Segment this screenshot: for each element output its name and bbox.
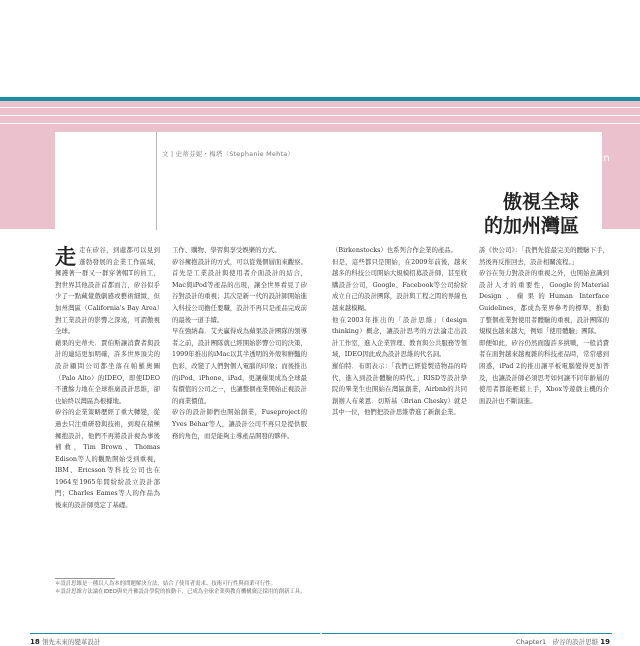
footer-rule-left	[30, 633, 320, 634]
paragraph: （Birkenstocks）也系列合作企業的產品。	[332, 246, 458, 254]
body-column-3	[332, 245, 467, 565]
footnotes	[55, 580, 335, 596]
header-divider	[0, 123, 640, 124]
paragraph: 早在強納森．艾夫贏得成為蘋果設計團隊的領導者之前，設計團隊就已經開始影響公司的決策，1999年推出的iMac以其半透明的外殼和鮮豔的色彩，改變了人們對個人電腦的印象；而後推出的iPod、iPhone、iPad，更讓蘋果成為全球最有價值的公司之一，也讓整個產業開始正視設計的商業價值。	[172, 327, 307, 405]
paragraph: 羅伯特．布朗表示：「我們已經從製造物品的時代，進入到設計體驗的時代。」RISD等設計學院的畢業生也開始在灣區創業，Airbnb的共同創辦人布萊恩．切斯基（Brian Chesky）就是其中一位，他們把設計思維帶進了新創企業。	[332, 361, 467, 417]
paragraph: 矽谷的設計師們也開始創業，Fuseproject的Yves Béhar等人，讓設計公司不再只是提供服務的角色，而是能夠主導產品開發的夥伴。	[172, 408, 307, 440]
chinese-title	[484, 190, 579, 238]
header-divider	[0, 115, 640, 116]
header-divider	[0, 107, 640, 108]
folio-left	[30, 637, 100, 646]
paragraph: 矽谷的企業策略歷經了重大轉變，從過去只注重研發與技術，到現在積極擁抱設計，他們不再將設計視為事後補救，Tim Brown、Thomas Edison等人的觀點開始受到重視，IBM、Ericsson等科技公司也在1964至1965年間紛紛設立設計部門；Charles Eames等人的作品為後來的設計師奠定了基礎。	[55, 408, 160, 510]
byline-divider	[156, 132, 157, 230]
footer-rule-right	[322, 633, 612, 634]
english-title: Silicon Valley Embraces Design	[444, 153, 610, 164]
paragraph: 訴《快公司》：「我們先從最完美的體驗下手，然後再反推回去，設計相關流程。」	[479, 246, 609, 266]
page-number: 19	[600, 638, 610, 646]
paragraph: 即便如此，矽谷仍然面臨許多挑戰，一般消費者在面對越來越複雜的科技產品時，常常感到困惑，iPad 2的推出讓平板電腦變得更加普及，也讓設計師必須思考如何讓不同年齡層的使用者都能輕鬆上手，Xbox等遊戲主機的介面設計也不斷演進。	[479, 338, 609, 405]
running-head: 領先未來的變革設計	[41, 638, 101, 646]
paragraph: 矽谷擁抱設計的方式，可以從幾個層面來觀察。首先是工業設計與使用者介面設計的結合，Mac與iPod等產品的出現，讓全世界看見了矽谷對設計的重視；其次是新一代的設計師開始進入科技公司擔任要職，設計不再只是產品完成前的最後一道手續。	[172, 257, 307, 324]
footnote: ＊設計思維是一種以人為本的問題解決方法，結合了使用者需求、技術可行性與商業可行性。	[55, 581, 277, 587]
drop-cap: 走	[55, 245, 76, 269]
paragraph: 藉果的史蒂夫．賈伯斯讓消費者與設計的連結更加明確，許多世界頂尖的設計顧問公司都坐落在帕羅奧圖（Palo Alto）的IDEO，即使IDEO不遺餘力地在全球推廣設計思維，卻也始終以灣區為根據地。	[55, 338, 160, 405]
paragraph: 走在矽谷，到處都可以見到蓬勃發展的企業工作區域，擁護著一群又一群穿著帽T的員工，對世界其他設計首都而言，矽谷似乎少了一點藏覺戲劇感或藝術細緻，但加州灣區（California's Bay Area）對工業設計的影響之深遠，可謂傲視全球。	[55, 246, 160, 336]
chinese-title-line: 傲視全球	[502, 191, 579, 213]
body-column-2	[172, 245, 307, 565]
running-head: Chapter1 矽谷的設計思維	[516, 638, 599, 646]
paragraph: 工作、購物、學習與享受娛樂的方式。	[172, 246, 281, 254]
page-number: 18	[30, 638, 40, 646]
paragraph: 他在2003年推出的「設計思維」（design thinking）概念，讓設計思考的方法論走出設計工作室，進入企業管理、教育與公共服務等領域，IDEO因此成為設計思維的代名詞。	[332, 315, 467, 359]
chinese-title-line: 的加州灣區	[483, 215, 579, 237]
body-column-1	[55, 245, 160, 565]
byline: 文 | 史蒂芬妮・梅塔（Stephanie Mehta）	[162, 150, 295, 158]
folio-right	[516, 637, 610, 646]
paragraph: 但是，這些都只是開始，在2009年前後，越來越多的科技公司開始大規模招募設計師，甚至收購設計公司，Google、Facebook等公司紛紛成立自己的設計團隊，設計與工程之間的界線也越來越模糊。	[332, 257, 467, 312]
body-column-4	[479, 245, 609, 565]
footnote-rule	[55, 578, 115, 579]
footnote: ＊設計思維方法論在IDEO與史丹佛設計學院的推動下，已成為全球企業與教育機構廣泛採用的創新工具。	[55, 589, 306, 595]
paragraph: 矽谷在努力對設計的重視之外，也開始意識到設計人才的重要性，Google的Material Design、蘋果的Human Interface Guidelines，都成為業界參考的標準，推動了整個產業對使用者體驗的重視，設計團隊的規模也越來越大，例如「使用體驗」團隊。	[479, 269, 609, 336]
